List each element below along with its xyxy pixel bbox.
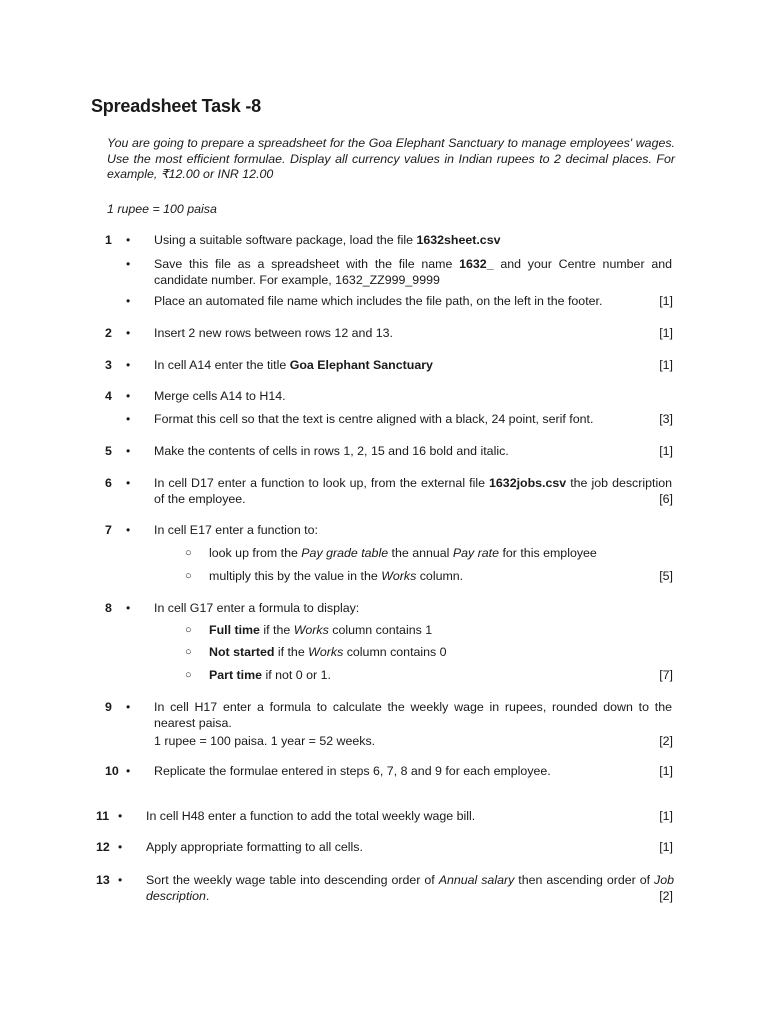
intro-paragraph: You are going to prepare a spreadsheet for the Goa Elephant Sanctuary to manage employees' wages. Use the most efficient formulae. Display all currency values in Indian rupees to 2 decimal places. For example, ₹12.00 or INR 12.00 [107,136,675,181]
task-mark: [1] [659,764,673,778]
sub-bullet: ○ [185,646,192,658]
bullet: • [118,873,123,887]
task-subtext: Part time if not 0 or 1. [209,668,331,682]
sub-bullet: ○ [185,624,192,636]
task-number: 11 [96,809,110,823]
task-mark: [7] [659,668,673,682]
task-number: 10 [105,764,119,778]
task-number: 5 [105,444,112,458]
task-text: Merge cells A14 to H14. [154,389,286,403]
task-number: 13 [96,873,110,887]
task-mark: [1] [659,809,673,823]
task-text: Place an automated file name which includes the file path, on the left in the footer. [154,294,603,308]
bullet: • [126,764,131,778]
task-text: In cell G17 enter a formula to display: [154,601,360,615]
task-mark: [6] [659,492,673,506]
task-text: Replicate the formulae entered in steps 6, 7, 8 and 9 for each employee. [154,764,551,778]
conversion-note: 1 rupee = 100 paisa [107,202,217,216]
sub-bullet: ○ [185,570,192,582]
bullet: • [126,700,131,714]
task-text: Format this cell so that the text is centre aligned with a black, 24 point, serif font. [154,412,594,426]
bullet: • [126,523,131,537]
task-text: Make the contents of cells in rows 1, 2, 15 and 16 bold and italic. [154,444,509,458]
bullet: • [126,294,131,308]
task-mark: [2] [659,889,673,903]
task-number: 7 [105,523,112,537]
task-number: 4 [105,389,112,403]
task-number: 6 [105,476,112,490]
task-number: 9 [105,700,112,714]
task-mark: [5] [659,569,673,583]
bullet: • [126,257,131,271]
task-mark: [3] [659,412,673,426]
bullet: • [126,326,131,340]
task-text: In cell E17 enter a function to: [154,523,318,537]
task-text: In cell H17 enter a formula to calculate the weekly wage in rupees, rounded down to the nearest paisa. [154,700,672,730]
task-subtext: multiply this by the value in the Works column. [209,569,464,583]
task-number: 8 [105,601,112,615]
task-mark: [1] [659,294,673,308]
sub-bullet: ○ [185,547,192,559]
task-number: 1 [105,233,112,247]
task-subtext: look up from the Pay grade table the annual Pay rate for this employee [209,546,597,560]
task-number: 3 [105,358,112,372]
task-subtext: Full time if the Works column contains 1 [209,623,433,637]
bullet: • [126,412,131,426]
task-subtext: Not started if the Works column contains 0 [209,645,447,659]
page-title: Spreadsheet Task -8 [91,96,261,116]
bullet: • [126,233,131,247]
bullet: • [126,358,131,372]
task-text: Save this file as a spreadsheet with the file name 1632_ and your Centre number and candidate number. For example, 1632_ZZ999_9999 [154,257,672,287]
task-text: In cell H48 enter a function to add the total weekly wage bill. [146,809,476,823]
task-text: Using a suitable software package, load the file 1632sheet.csv [154,233,501,247]
task-text: Sort the weekly wage table into descending order of Annual salary then ascending order of Job description. [146,873,675,903]
task-text: Insert 2 new rows between rows 12 and 13. [154,326,393,340]
task-number: 2 [105,326,112,340]
bullet: • [126,476,131,490]
task-text: Apply appropriate formatting to all cells. [146,840,363,854]
task-text: 1 rupee = 100 paisa. 1 year = 52 weeks. [154,734,376,748]
task-mark: [1] [659,840,673,854]
bullet: • [126,444,131,458]
task-number: 12 [96,840,110,854]
task-mark: [1] [659,358,673,372]
task-mark: [2] [659,734,673,748]
bullet: • [118,840,123,854]
task-mark: [1] [659,326,673,340]
sub-bullet: ○ [185,669,192,681]
task-text: In cell A14 enter the title Goa Elephant Sanctuary [154,358,433,372]
task-mark: [1] [659,444,673,458]
bullet: • [118,809,123,823]
bullet: • [126,601,131,615]
task-text: In cell D17 enter a function to look up, from the external file 1632jobs.csv the job description of the employee. [154,476,672,506]
bullet: • [126,389,131,403]
